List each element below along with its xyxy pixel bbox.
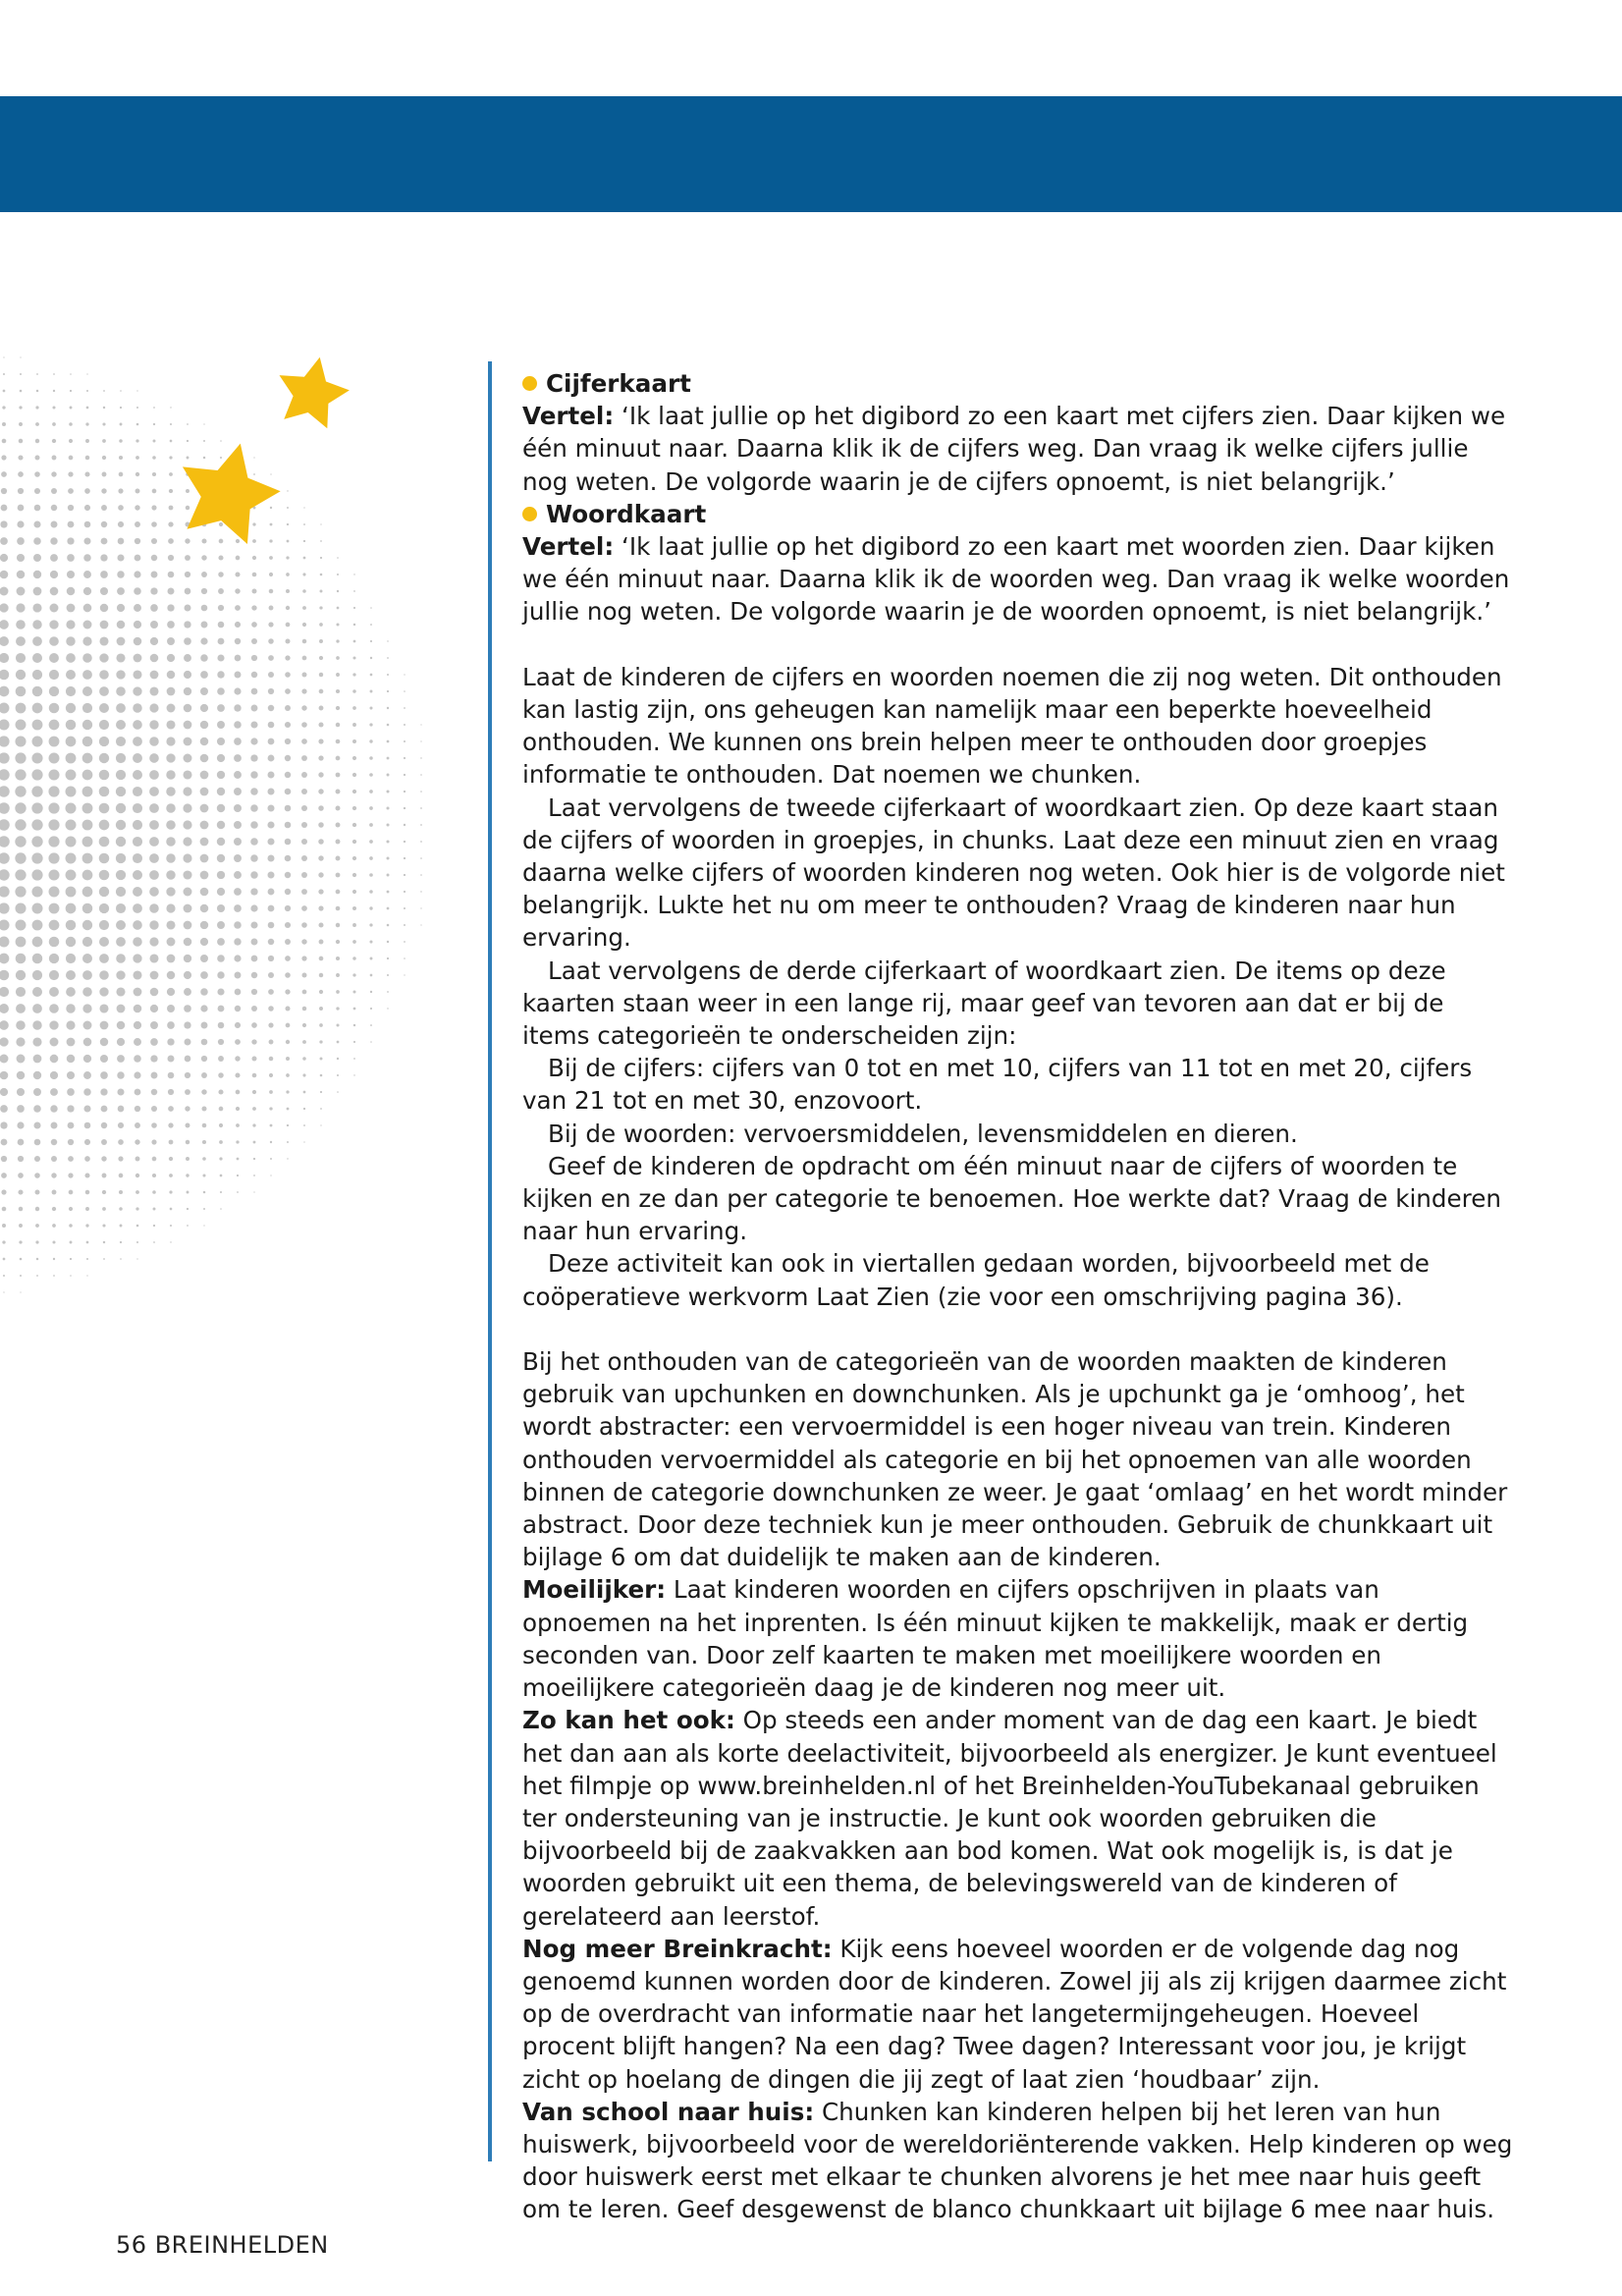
woordkaart-paragraph: Vertel: ‘Ik laat jullie op het digibord zo een kaart met woorden zien. Daar kijken we één minuut naar. Daarna klik ik de woorden weg. Dan vraag ik welke woorden jullie nog weten. De volgorde waarin je de woorden opnoemt, is niet belangrijk.’ (522, 532, 1510, 627)
body-paragraph: Bij het onthouden van de categorieën van de woorden maakten de kinderen gebruik van upchunken en downchunken. Als je upchunkt ga je ‘omhoog’, het wordt abstracter: een vervoermiddel is een hoger niveau van trein. Kinderen onthouden vervoermiddel als categorie en bij het opnoemen van alle woorden binnen de categorie downchunken ze weer. Je gaat ‘omlaag’ en het wordt minder abstract. Door deze techniek kun je meer onthouden. Gebruik de chunkkaart uit bijlage 6 om dat duidelijk te maken aan de kinderen. (522, 1347, 1508, 1572)
body-paragraph: Deze activiteit kan ook in viertallen gedaan worden, bijvoorbeeld met de coöperatieve werkvorm Laat Zien (zie voor een omschrijving pagina 36). (522, 1249, 1430, 1311)
bullet-icon (522, 376, 537, 391)
book-title: BREINHELDEN (154, 2231, 329, 2259)
page-footer (116, 2231, 329, 2259)
body-paragraph: Laat de kinderen de cijfers en woorden noemen die zij nog weten. Dit onthouden kan lastig zijn, ons geheugen kan namelijk maar een beperkte hoeveelheid onthouden. We kunnen ons brein helpen meer te onthouden door groepjes informatie te onthouden. Dat noemen we chunken. (522, 662, 1502, 790)
moeilijker-paragraph: Moeilijker: Laat kinderen woorden en cijfers opschrijven in plaats van opnoemen na het inprenten. Is één minuut kijken te makkelijk, maak er dertig seconden van. Door zelf kaarten te maken met moeilijkere woorden en moeilijkere categorieën daag je de kinderen nog meer uit. (522, 1575, 1469, 1703)
zo-kan-het-ook-paragraph: Zo kan het ook: Op steeds een ander moment van de dag een kaart. Je biedt het dan aan als korte deelactiviteit, bijvoorbeeld als energizer. Je kunt eventueel het filmpje op www.breinhelden.nl of het Breinhelden-YouTubekanaal gebruiken ter ondersteuning van je instructie. Je kunt ook woorden gebruiken die bijvoorbeeld bij de zaakvakken aan bod komen. Wat ook mogelijk is, is dat je woorden gebruikt uit een thema, de belevingswereld van de kinderen of gerelateerd aan leerstof. (522, 1706, 1497, 1931)
star-icon (271, 350, 355, 431)
nog-meer-breinkracht-paragraph: Nog meer Breinkracht: Kijk eens hoeveel woorden er de volgende dag nog genoemd kunnen worden door de kinderen. Zowel jij als zij krijgen daarmee zicht op de overdracht van informatie naar het langetermijngeheugen. Hoeveel procent blijft hangen? Na een dag? Twee dagen? Interessant voor jou, je krijgt zicht op hoelang de dingen die jij zegt of laat zien ‘houdbaar’ zijn. (522, 1934, 1507, 2094)
body-paragraph: Bij de cijfers: cijfers van 0 tot en met 10, cijfers van 11 tot en met 20, cijfers van 21 tot en met 30, enzovoort. (522, 1054, 1473, 1116)
body-paragraph: Geef de kinderen de opdracht om één minuut naar de cijfers of woorden te kijken en ze dan per categorie te benoemen. Hoe werkte dat? Vraag de kinderen naar hun ervaring. (522, 1151, 1501, 1246)
left-margin-rule (488, 361, 492, 2161)
vertel-label: Vertel: (522, 402, 615, 431)
decorative-stars (0, 0, 393, 589)
van-school-naar-huis-paragraph: Van school naar huis: Chunken kan kinderen helpen bij het leren van hun huiswerk, bijvoorbeeld voor de wereldoriënterende vakken. Help kinderen op weg door huiswerk eerst met elkaar te chunken alvorens je het mee naar huis geeft om te leren. Geef desgewenst de blanco chunkkaart uit bijlage 6 mee naar huis. (522, 2097, 1513, 2224)
section-heading-woordkaart: Woordkaart (522, 498, 1514, 530)
page-number: 56 (116, 2231, 147, 2259)
body-paragraph: Bij de woorden: vervoersmiddelen, levensmiddelen en dieren. (548, 1119, 1298, 1148)
star-icon (168, 431, 289, 549)
page-content (522, 367, 1514, 2226)
vertel-label: Vertel: (522, 532, 615, 562)
body-paragraph: Laat vervolgens de tweede cijferkaart of woordkaart zien. Op deze kaart staan de cijfers of woorden in groepjes, in chunks. Laat deze een minuut zien en vraag daarna welke cijfers of woorden kinderen nog weten. Ook hier is de volgorde niet belangrijk. Lukte het nu om meer te onthouden? Vraag de kinderen naar hun ervaring. (522, 793, 1505, 953)
bullet-icon (522, 507, 537, 521)
body-paragraph: Laat vervolgens de derde cijferkaart of woordkaart zien. De items op deze kaarten staan weer in een lange rij, maar geef van tevoren aan dat er bij de items categorieën te onderscheiden zijn: (522, 956, 1446, 1051)
cijferkaart-paragraph: Vertel: ‘Ik laat jullie op het digibord zo een kaart met cijfers zien. Daar kijken we één minuut naar. Daarna klik ik de cijfers weg. Dan vraag ik welke cijfers jullie nog weten. De volgorde waarin je de cijfers opnoemt, is niet belangrijk.’ (522, 402, 1506, 496)
section-heading-cijferkaart: Cijferkaart (522, 367, 1514, 400)
